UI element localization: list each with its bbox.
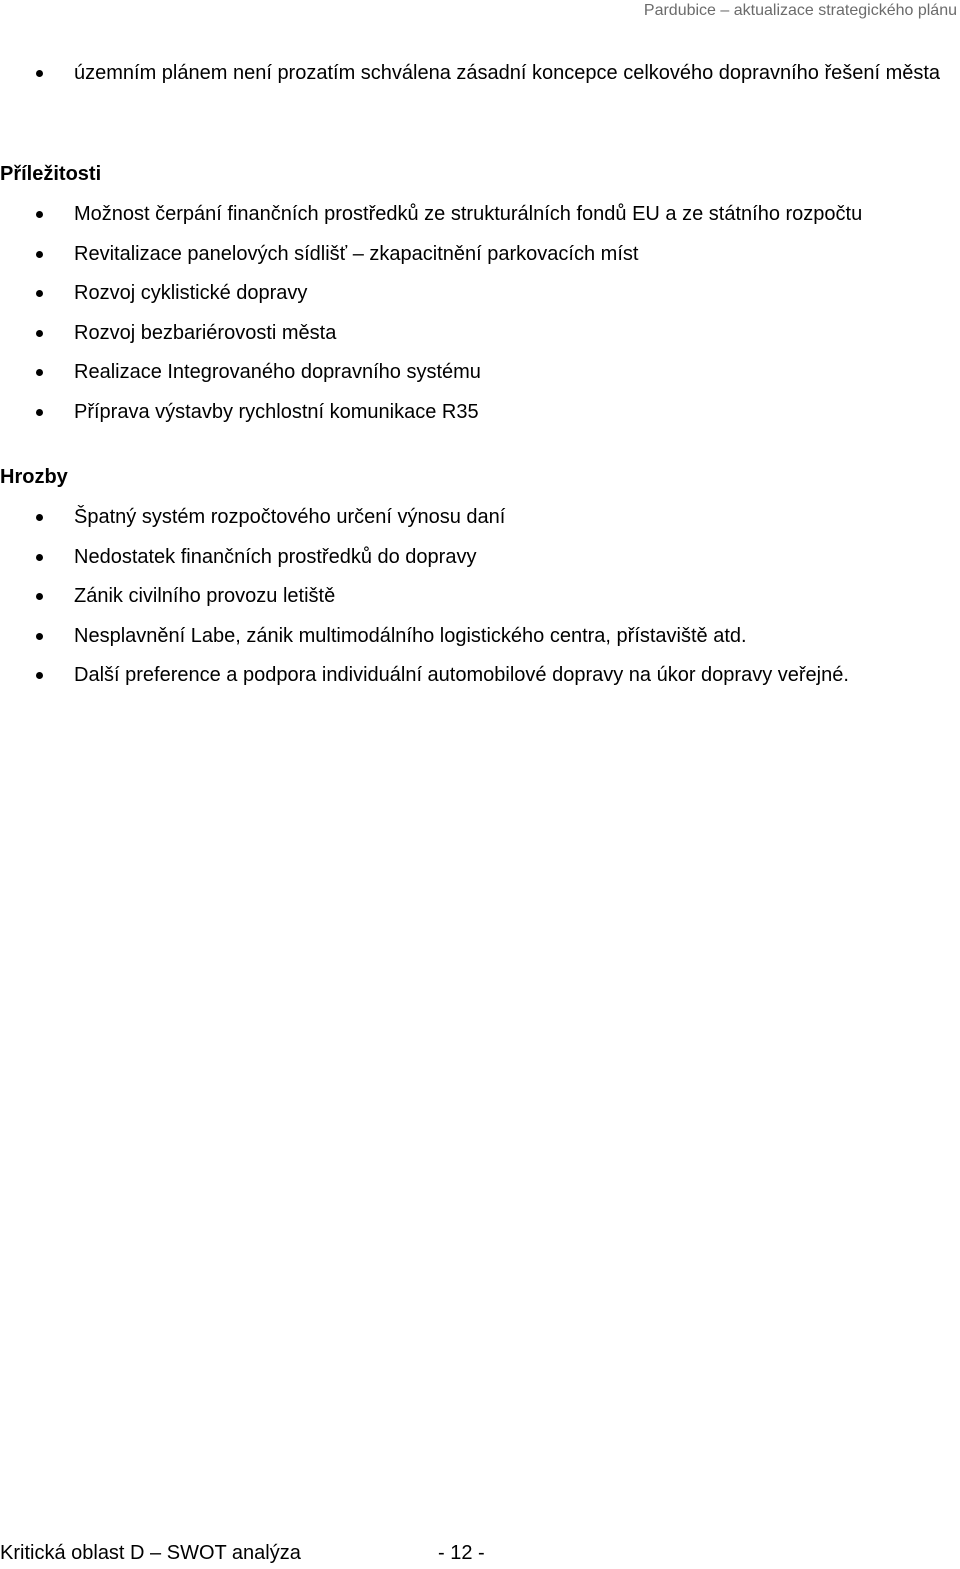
list-item-text: Rozvoj bezbariérovosti města [74,321,337,344]
list-item [0,662,849,688]
threats-list [0,504,849,688]
list-item-text: Nesplavnění Labe, zánik multimodálního logistického centra, přístaviště atd. [74,624,747,647]
list-item [0,359,862,385]
footer-section-label: Kritická oblast D – SWOT analýza [0,1542,301,1564]
list-item-text: Špatný systém rozpočtového určení výnosu daní [74,506,506,528]
bullet-icon [36,409,43,416]
list-item-text: územním plánem není prozatím schválena zásadní koncepce celkového dopravního řešení města [74,62,941,84]
running-header: Pardubice – aktualizace strategického plánu [643,2,957,19]
list-item-text: Rozvoj cyklistické dopravy [74,282,308,305]
list-item [0,583,849,609]
list-item-text: Nedostatek finančních prostředků do dopravy [74,545,477,568]
bullet-icon [36,633,43,640]
page-number: - 12 - [438,1542,485,1564]
list-item-text: Další preference a podpora individuální automobilové dopravy na úkor dopravy veřejné. [74,664,849,687]
list-item-text: Realizace Integrovaného dopravního systému [74,361,481,384]
list-item [0,544,849,570]
threats-heading: Hrozby [0,466,68,488]
list-item [0,399,862,425]
list-item [0,241,862,267]
list-item [0,201,862,227]
bullet-icon [36,70,43,77]
bullet-icon [36,514,43,521]
list-item-text: Možnost čerpání finančních prostředků ze strukturálních fondů EU a ze státního rozpočtu [74,203,863,225]
bullet-icon [36,672,43,679]
list-item [0,623,849,649]
list-item-text: Revitalizace panelových sídlišť – zkapacitnění parkovacích míst [74,242,639,265]
bullet-icon [36,290,43,297]
bullet-icon [36,251,43,258]
bullet-icon [36,554,43,561]
opportunities-list [0,201,862,425]
opportunities-heading: Příležitosti [0,163,102,185]
list-item [0,60,960,86]
bullet-icon [36,593,43,600]
bullet-icon [36,369,43,376]
bullet-icon [36,330,43,337]
list-item [0,504,849,530]
bullet-icon [36,211,43,218]
list-item [0,280,862,306]
list-item-text: Zánik civilního provozu letiště [74,585,336,608]
weaknesses-continued-list [0,60,960,86]
list-item-text: Příprava výstavby rychlostní komunikace R35 [74,400,479,423]
list-item [0,320,862,346]
